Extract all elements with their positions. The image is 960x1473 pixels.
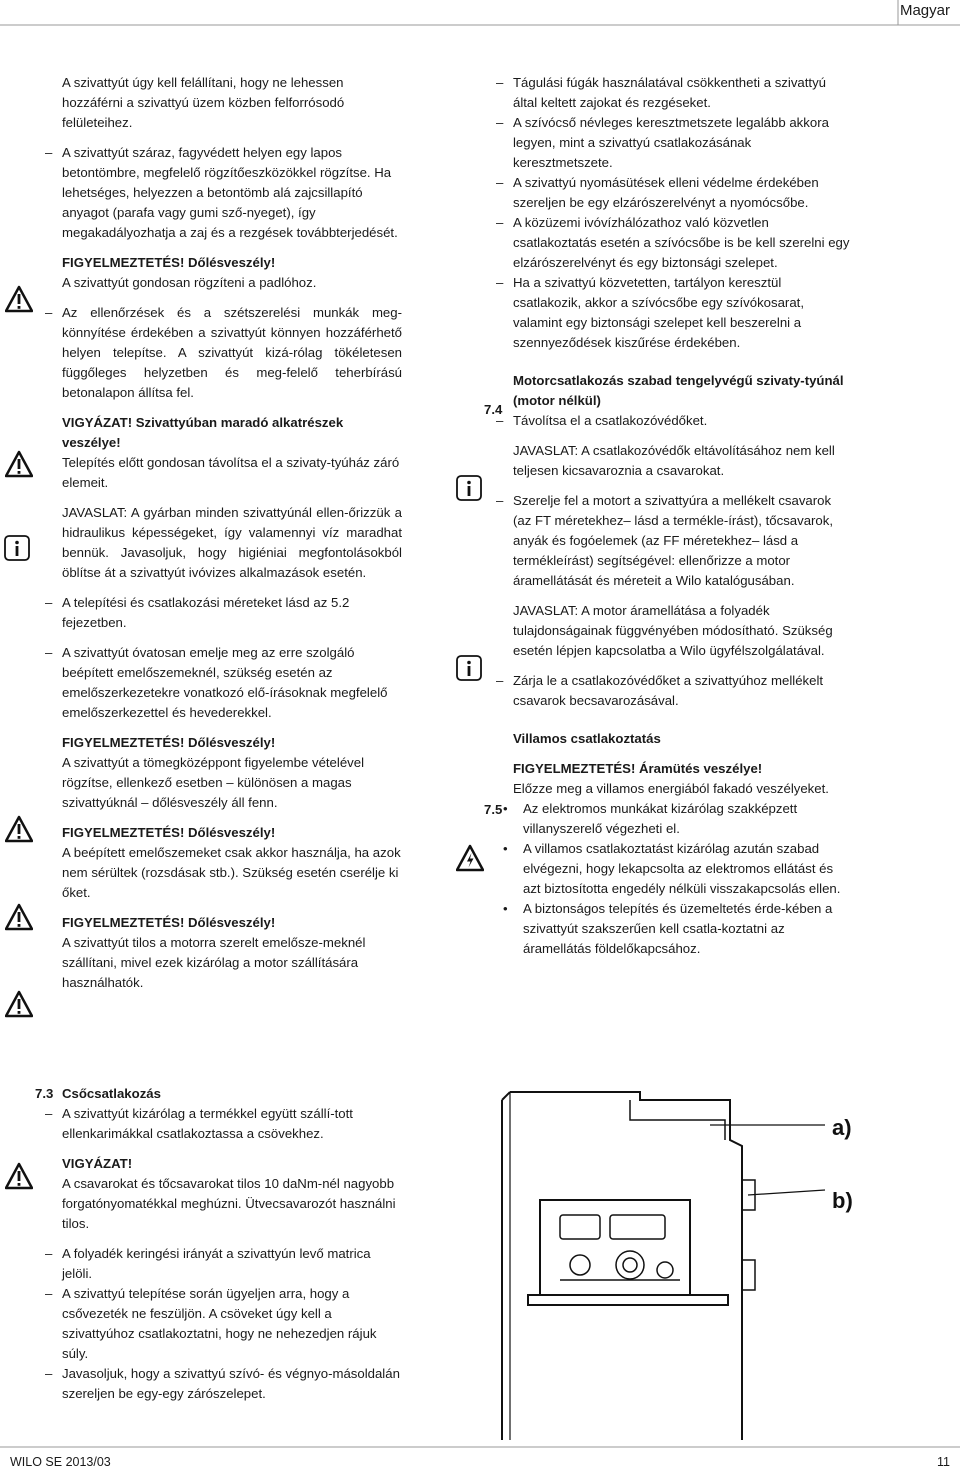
warning-title: FIGYELMEZTETÉS! Dőlésveszély! (62, 825, 276, 840)
list-item: – A szivattyút kizárólag a termékkel együtt szállí-tott ellenkarimákkal csatlakoztassa a csövekhez. (62, 1104, 402, 1144)
warning-text: A szivattyút a tömegközéppont figyelembe vételével rögzítse, ellenkező esetben – különösen a magas szivattyúknál – dőlésveszély áll fenn. (62, 755, 365, 810)
figure-label-a: a) (832, 1115, 852, 1140)
pump-figure (480, 1080, 950, 1440)
page-number: 11 (937, 1455, 950, 1469)
warning-title: FIGYELMEZTETÉS! Dőlésveszély! (62, 915, 276, 930)
warning-triangle-icon (5, 285, 33, 313)
section-title: Villamos csatlakoztatás (513, 731, 661, 746)
warning-triangle-icon (5, 450, 33, 478)
note-text: JAVASLAT: A csatlakozóvédők eltávolításához nem kell teljesen kicsavaroznia a csavarokat. (513, 443, 835, 478)
bullet-item: • A villamos csatlakoztatást kizárólag azután szabad elvégezni, hogy lekapcsolta az elektromos ellátást és azt biztosította engedély nélküli visszakapcsolás ellen. (513, 839, 853, 899)
warning-title: FIGYELMEZTETÉS! Dőlésveszély! (62, 255, 276, 270)
language-label: Magyar (899, 2, 950, 19)
list-item: – Tágulási fúgák használatával csökkentheti a szivattyú által keltett zajokat és rezgéseket. (513, 73, 853, 113)
list-item: – Szerelje fel a motort a szivattyúra a mellékelt csavarok (az FT méretekhez– lásd a termékle-írást), tőcsavarok, anyák és fogóelemek (az FF méretekhez– lásd a termékleírást) segítségével: ellenőrizze a motor áramellátását és méreteit a Wilo katalógusában. (513, 491, 853, 591)
section-title: Csőcsatlakozás (62, 1086, 161, 1101)
bullet-item: • Az elektromos munkákat kizárólag szakképzett villanyszerelő végezheti el. (513, 799, 853, 839)
section-7-3 (62, 1084, 402, 1404)
caution-text: Telepítés előtt gondosan távolítsa el a szivaty-tyúház záró elemeit. (62, 455, 400, 490)
info-icon (455, 474, 483, 502)
warning-title: FIGYELMEZTETÉS! Áramütés veszélye! (513, 761, 763, 776)
list-item: – Ha a szivattyú közvetetten, tartályon keresztül csatlakozik, akkor a szívócsőbe egy szívókosarat, valamint egy biztonsági szelepet kell beszerelni a szennyeződések kiszűrése érdekében. (513, 273, 853, 353)
electric-hazard-icon (456, 844, 484, 872)
caution-text: A csavarokat és tőcsavarokat tilos 10 daNm-nél nagyobb forgatónyomatékkal meghúzni. Ütvecsavarozót használni tilos. (62, 1176, 396, 1231)
warning-text: A szivattyút gondosan rögzíteni a padlóhoz. (62, 275, 317, 290)
section-number: 7.3 (35, 1086, 54, 1101)
list-item: – A folyadék keringési irányát a szivattyún levő matrica jelöli. (62, 1244, 402, 1284)
caution-title: VIGYÁZAT! (62, 1156, 133, 1171)
warning-triangle-icon (5, 903, 33, 931)
list-item: – Zárja le a csatlakozóvédőket a szivattyúhoz mellékelt csavarok becsavarozásával. (513, 671, 853, 711)
caution-title: VIGYÁZAT! Szivattyúban maradó alkatrészek veszélye! (62, 415, 344, 450)
note-text: JAVASLAT: A motor áramellátása a folyadék tulajdonságainak függvényében módosítható. Szükség esetén lépjen kapcsolatba a Wilo ügyfélszolgálatával. (513, 603, 833, 658)
list-item: – A szivattyú nyomásütések elleni védelme érdekében szereljen be egy elzárószerelvényt a nyomócsőbe. (513, 173, 853, 213)
warning-text: A beépített emelőszemeket csak akkor használja, ha azok nem sérültek (rozsdásak stb.). Szükség esetén cserélje ki őket. (62, 845, 401, 900)
list-item: – Távolítsa el a csatlakozóvédőket. (513, 411, 853, 431)
list-item: – Javasoljuk, hogy a szivattyú szívó- és végnyo-másoldalán szereljen be egy-egy zárószelepet. (62, 1364, 402, 1404)
footer-rule (0, 1445, 960, 1473)
list-item: – A szívócső névleges keresztmetszete legalább akkora legyen, mint a szivattyú csatlakozásának keresztmetszete. (513, 113, 853, 173)
section-number: 7.5 (484, 802, 503, 817)
warning-triangle-icon (5, 990, 33, 1018)
warning-text: A szivattyút tilos a motorra szerelt emelősze-meknél szállítani, mivel ezek kizárólag a motor szállítására használhatók. (62, 935, 366, 990)
right-column (513, 73, 853, 959)
note-text: JAVASLAT: A gyárban minden szivattyúnál ellen-őrizzük a hidraulikus képességeket, így valamennyi víz maradhat bennük. Javasoljuk, hogy higiéniai megfontolásokból öblítse át a szivattyút ivóvizes alkalmazások esetén. (62, 505, 402, 580)
figure-label-b: b) (832, 1188, 853, 1213)
section-title: Motorcsatlakozás szabad tengelyvégű szivaty-tyúnál (motor nélkül) (513, 373, 844, 408)
warning-title: FIGYELMEZTETÉS! Dőlésveszély! (62, 735, 276, 750)
list-item: – Az ellenőrzések és a szétszerelési munkák meg-könnyítése érdekében a szivattyút könnyen hozzáférhető helyen telepítse. A szivattyút kizá-rólag tökéletesen függőleges helyzetben és meg-felelő teherbírású betonalapon állítsa fel. (62, 303, 402, 403)
left-column (62, 73, 402, 993)
info-icon (3, 534, 31, 562)
header-bar (0, 0, 960, 26)
list-item: – A szivattyút óvatosan emelje meg az erre szolgáló beépített emelőszemeknél, szükség esetén az emelőszerkezetekre vonatkozó elő-írásoknak megfelelő emelőszerkezettel és hevederekkel. (62, 643, 402, 723)
warning-text: Előzze meg a villamos energiából fakadó veszélyeket. (513, 781, 829, 796)
paragraph: A szivattyút úgy kell felállítani, hogy ne lehessen hozzáférni a szivattyú üzem közben felforrósodó felületeihez. (62, 75, 345, 130)
bullet-item: • A biztonságos telepítés és üzemeltetés érde-kében a szivattyút szakszerűen kell csatla-koztatni az áramellátás földelőkapcsához. (513, 899, 853, 959)
list-item: – A szivattyút száraz, fagyvédett helyen egy lapos betontömbre, megfelelő rögzítőeszközökkel rögzítse. Ha lehetséges, helyezzen a betontömb alá zajcsillapító anyagot (parafa vagy gumi sző-nyeget), így megakadályozhatja a zaj és a rezgések továbbterjedését. (62, 143, 402, 243)
warning-triangle-icon (5, 815, 33, 843)
footer-publisher: WILO SE 2013/03 (10, 1455, 111, 1469)
list-item: – A telepítési és csatlakozási méreteket lásd az 5.2 fejezetben. (62, 593, 402, 633)
section-number: 7.4 (484, 402, 503, 417)
info-icon (455, 654, 483, 682)
list-item: – A szivattyú telepítése során ügyeljen arra, hogy a csővezeték ne feszüljön. A csöveket úgy kell a szivattyúhoz csatlakoztatni, hogy ne nehezedjen rájuk súly. (62, 1284, 402, 1364)
list-item: – A közüzemi ivóvízhálózathoz való közvetlen csatlakoztatás esetén a szívócsőbe is be kell szerelni egy elzárószerelvényt és egy biztonsági szelepet. (513, 213, 853, 273)
warning-triangle-icon (5, 1162, 33, 1190)
